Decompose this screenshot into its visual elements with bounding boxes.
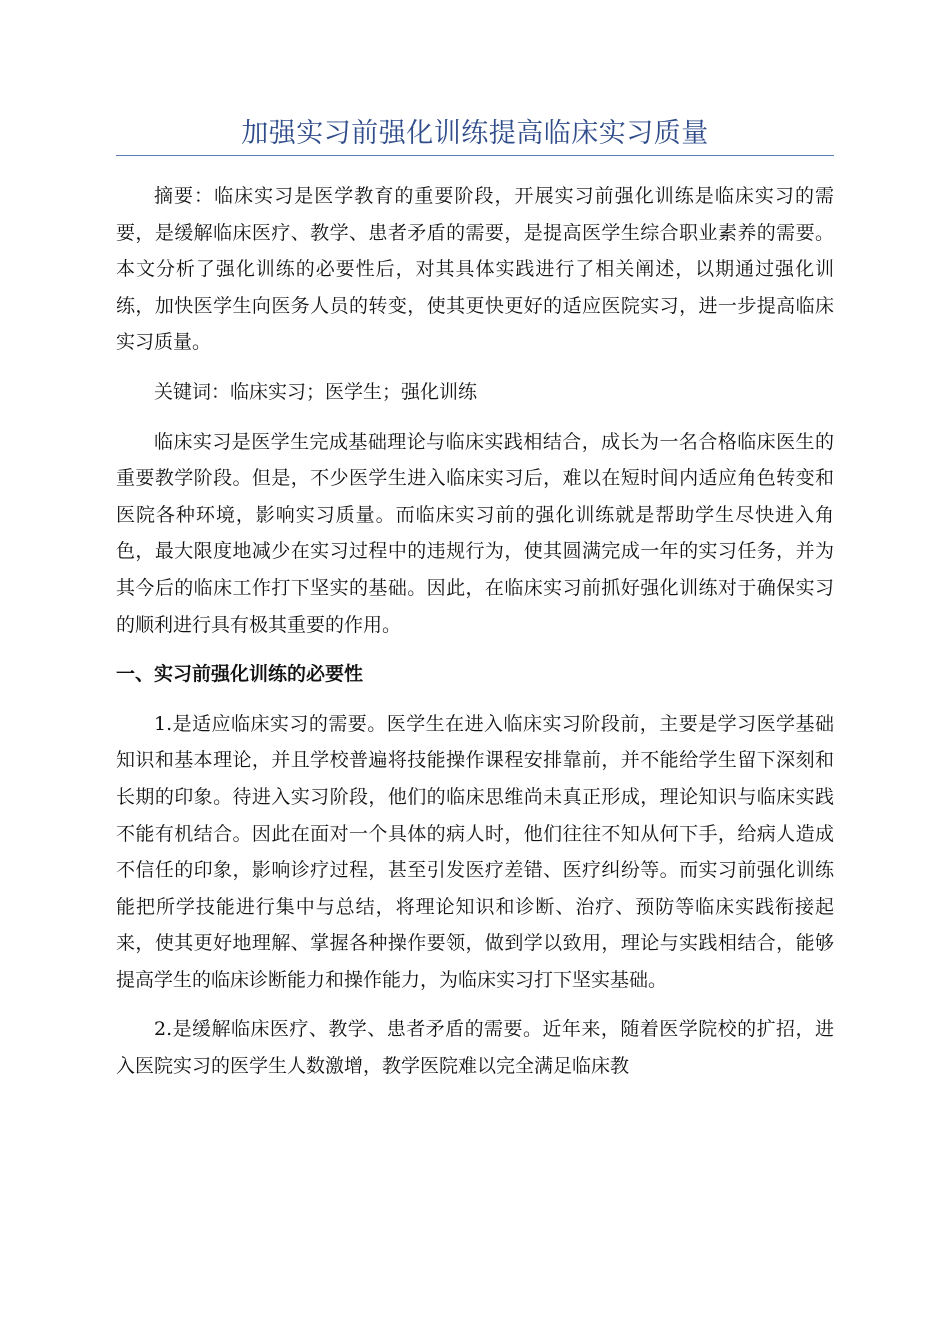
document-body xyxy=(116,178,834,1085)
title-underline xyxy=(116,155,834,156)
point-1-paragraph: 1.是适应临床实习的需要。医学生在进入临床实习阶段前，主要是学习医学基础知识和基本理论，并且学校普遍将技能操作课程安排靠前，并不能给学生留下深刻和长期的印象。待进入实习阶段，他们的临床思维尚未真正形成，理论知识与临床实践不能有机结合。因此在面对一个具体的病人时，他们往往不知从何下手，给病人造成不信任的印象，影响诊疗过程，甚至引发医疗差错、医疗纠纷等。而实习前强化训练能把所学技能进行集中与总结，将理论知识和诊断、治疗、预防等临床实践衔接起来，使其更好地理解、掌握各种操作要领，做到学以致用，理论与实践相结合，能够提高学生的临床诊断能力和操作能力，为临床实习打下坚实基础。 xyxy=(116,712,834,991)
intro-paragraph: 临床实习是医学生完成基础理论与临床实践相结合，成长为一名合格临床医生的重要教学阶段。但是，不少医学生进入临床实习后，难以在短时间内适应角色转变和医院各种环境，影响实习质量。而临床实习前的强化训练就是帮助学生尽快进入角色，最大限度地减少在实习过程中的违规行为，使其圆满完成一年的实习任务，并为其今后的临床工作打下坚实的基础。因此，在临床实习前抓好强化训练对于确保实习的顺利进行具有极其重要的作用。 xyxy=(116,430,834,636)
document-title: 加强实习前强化训练提高临床实习质量 xyxy=(241,118,709,149)
section-heading: 一、实习前强化训练的必要性 xyxy=(116,663,364,686)
keywords-paragraph: 关键词：临床实习；医学生；强化训练 xyxy=(154,380,478,403)
abstract-paragraph: 摘要：临床实习是医学教育的重要阶段，开展实习前强化训练是临床实习的需要，是缓解临床医疗、教学、患者矛盾的需要，是提高医学生综合职业素养的需要。本文分析了强化训练的必要性后，对其具体实践进行了相关阐述，以期通过强化训练，加快医学生向医务人员的转变，使其更快更好的适应医院实习，进一步提高临床实习质量。 xyxy=(116,185,834,354)
point-2-paragraph: 2.是缓解临床医疗、教学、患者矛盾的需要。近年来，随着医学院校的扩招，进入医院实习的医学生人数激增，教学医院难以完全满足临床教 xyxy=(116,1018,834,1078)
